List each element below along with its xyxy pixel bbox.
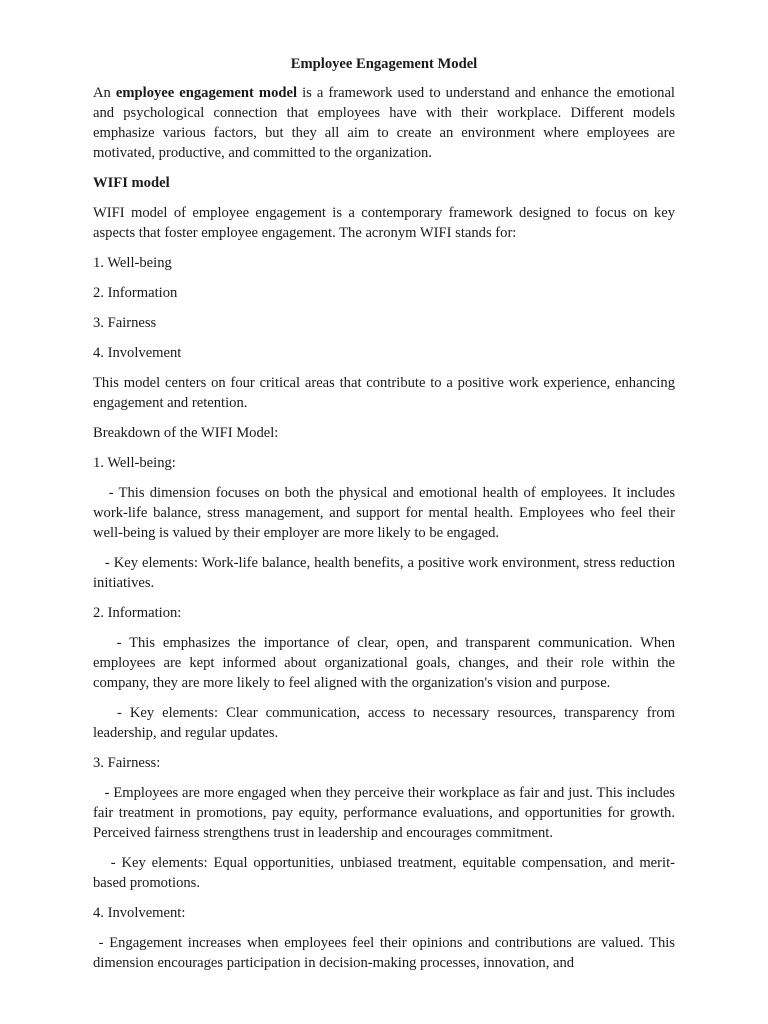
section-key-elements-wellbeing: - Key elements: Work-life balance, health benefits, a positive work environment, stress reduction initiatives. <box>93 555 679 591</box>
section-heading-wellbeing: 1. Well-being: <box>93 455 176 471</box>
section-heading-fairness: 3. Fairness: <box>93 755 161 771</box>
intro-rest: is a framework used to understand and enhance the emotional and psychological connection that employees have with their workplace. Different models emphasize various factors, but they all aim to create an environment where employees are motivated, productive, and committed to the organization. <box>93 85 675 161</box>
model-summary-paragraph: This model centers on four critical areas that contribute to a positive work experience, enhancing engagement and retention. <box>93 375 675 411</box>
acronym-item-wellbeing: 1. Well-being <box>93 255 172 271</box>
intro-paragraph <box>93 83 675 163</box>
acronym-item-information: 2. Information <box>93 285 178 301</box>
document-page <box>93 54 679 983</box>
section-description-fairness: - Employees are more engaged when they perceive their workplace as fair and just. This includes fair treatment in promotions, pay equity, performance evaluations, and opportunities for growth. Perceived fairness strengthens trust in leadership and encourages commitment. <box>93 785 679 841</box>
section-key-elements-fairness: - Key elements: Equal opportunities, unbiased treatment, equitable compensation, and merit-based promotions. <box>93 855 675 891</box>
document-title: Employee Engagement Model <box>290 56 478 72</box>
acronym-item-involvement: 4. Involvement <box>93 345 182 361</box>
acronym-item-fairness: 3. Fairness <box>93 315 157 331</box>
section-description-wellbeing: - This dimension focuses on both the physical and emotional health of employees. It includes work-life balance, stress management, and support for mental health. Employees who feel their well-being is valued by their employer are more likely to be engaged. <box>93 485 679 541</box>
section-description-information: - This emphasizes the importance of clear, open, and transparent communication. When employees are kept informed about organizational goals, changes, and their role within the company, they are more likely to feel aligned with the organization's vision and purpose. <box>93 635 679 691</box>
section-key-elements-information: - Key elements: Clear communication, access to necessary resources, transparency from leadership, and regular updates. <box>93 705 679 741</box>
section-heading-involvement: 4. Involvement: <box>93 905 186 921</box>
intro-prefix: An <box>93 85 116 101</box>
intro-bold-term: employee engagement model <box>115 85 298 101</box>
section-description-involvement: - Engagement increases when employees feel their opinions and contributions are valued. This dimension encourages participation in decision-making processes, innovation, and <box>93 935 679 971</box>
breakdown-heading: Breakdown of the WIFI Model: <box>93 425 279 441</box>
section-heading-information: 2. Information: <box>93 605 182 621</box>
wifi-heading: WIFI model <box>93 175 170 191</box>
wifi-intro-paragraph: WIFI model of employee engagement is a contemporary framework designed to focus on key aspects that foster employee engagement. The acronym WIFI stands for: <box>93 205 675 241</box>
